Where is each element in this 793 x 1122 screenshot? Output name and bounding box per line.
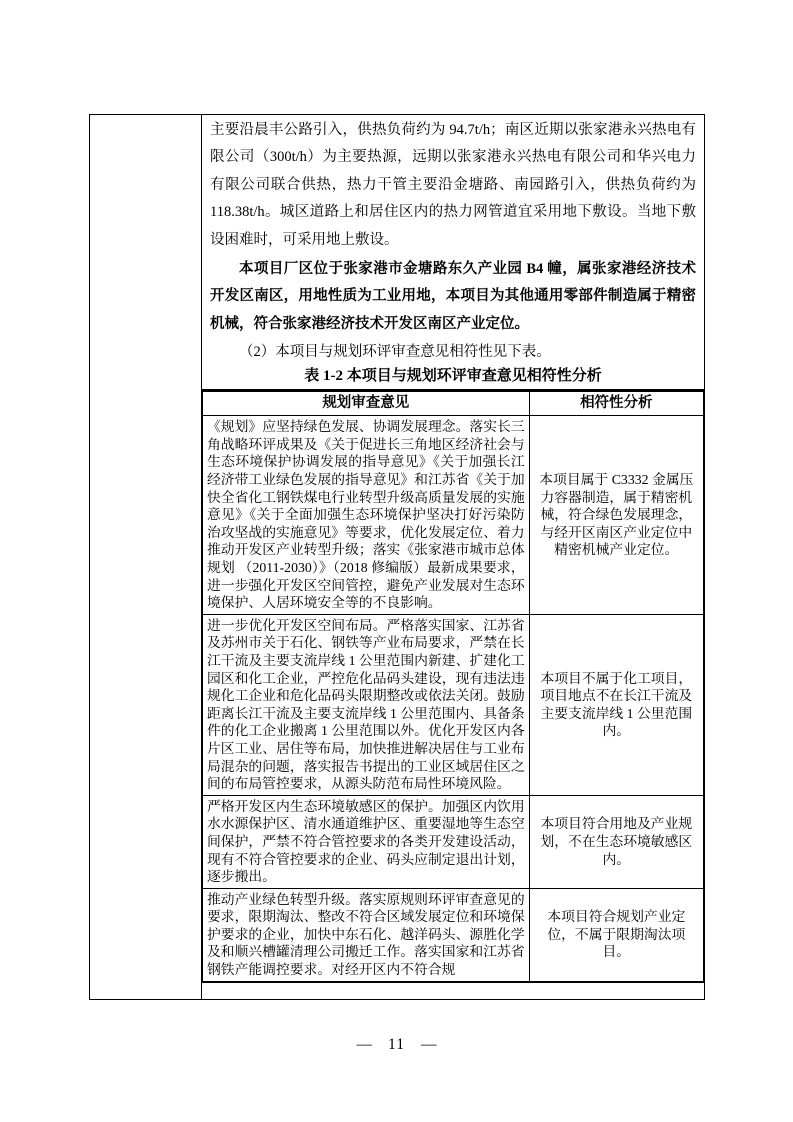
table-row [203, 416, 704, 615]
analysis-cell: 本项目属于 C3332 金属压力容器制造，属于精密机械，符合绿色发展理念，与经开区南区产业定位中精密机械产业定位。 [529, 416, 703, 615]
footer-dash-left: — [356, 1036, 373, 1053]
review-opinion-cell: 推动产业绿色转型升级。落实原规则环评审查意见的要求，限期淘汰、整改不符合区域发展定位和环境保护要求的企业，加快中东石化、越洋码头、源胜化学及和顺兴槽罐清理公司搬迁工作。落实国家和江苏省钢铁产能调控要求。对经开区内不符合规 [203, 888, 530, 981]
paragraph-table-intro: （2）本项目与规划环评审查意见相符性见下表。 [239, 344, 551, 361]
table-row [203, 614, 704, 795]
left-label-column [90, 115, 202, 999]
footer-dash-right: — [420, 1036, 437, 1053]
paragraph-heating-continuation: 主要沿晨丰公路引入，供热负荷约为 94.7t/h；南区近期以张家港永兴热电有限公司（300t/h）为主要热源，远期以张家港永兴热电有限公司和华兴电力有限公司联合供热，热力干管主要沿金塘路、南园路引入，供热负荷约为 118.38t/h。城区道路上和居住区内的热力网管道宜采用地下敷设。当地下敷设困难时，可采用地上敷设。 [210, 122, 696, 248]
review-opinion-cell: 严格开发区内生态环境敏感区的保护。加强区内饮用水水源保护区、清水通道维护区、重要湿地等生态空间保护，严禁不符合管控要求的各类开发建设活动，现有不符合管控要求的企业、码头应制定退出计划，逐步搬出。 [203, 795, 530, 888]
analysis-cell: 本项目符合规划产业定位，不属于限期淘汰项目。 [529, 888, 703, 981]
page-number: 11 [388, 1036, 405, 1053]
table-header-row [203, 391, 704, 416]
column-header-compatibility-analysis: 相符性分析 [529, 391, 703, 416]
review-opinion-cell: 进一步优化开发区空间布局。严格落实国家、江苏省及苏州市关于石化、钢铁等产业布局要求，严禁在长江干流及主要支流岸线 1 公里范围内新建、扩建化工园区和化工企业，严控危化品码头建设，现有违法违规化工企业和危化品码头限期整改或依法关闭。鼓励距离长江干流及主要支流岸线 1 公里范围内、具备条件的化工企业搬离 1 公里范围以外。优化开发区内各片区工业、居住等布局，加快推进解决居住与工业布局混杂的问题，落实报告书提出的工业区域居住区之间的布局管控要求，从源头防范布局性环境风险。 [203, 614, 530, 795]
review-opinion-cell: 《规划》应坚持绿色发展、协调发展理念。落实长三角战略环评成果及《关于促进长三角地区经济社会与生态环境保护协调发展的指导意见》《关于加强长江经济带工业绿色发展的指导意见》和江苏省《关于加快全省化工钢铁煤电行业转型升级高质量发展的实施意见》《关于全面加强生态环境保护坚决打好污染防治攻坚战的实施意见》等要求，优化发展定位、着力推动开发区产业转型升级；落实《张家港市城市总体规划 （2011-2030）》（2018 修编版）最新成果要求，进一步强化开发区空间管控，避免产业发展对生态环境保护、人居环境安全等的不良影响。 [203, 416, 530, 615]
column-header-review-opinion: 规划审查意见 [203, 391, 530, 416]
compliance-table [202, 389, 704, 982]
analysis-cell: 本项目符合用地及产业规划，不在生态环境敏感区内。 [529, 795, 703, 888]
paragraph-project-location: 本项目厂区位于张家港市金塘路东久产业园 B4 幢，属张家港经济技术开发区南区，用地性质为工业用地，本项目为其他通用零部件制造属于精密机械，符合张家港经济技术开发区南区产业定位。 [210, 261, 696, 332]
table-row [203, 795, 704, 888]
table-row [203, 888, 704, 981]
page-footer [0, 1036, 793, 1054]
content-column [202, 115, 704, 999]
document-outer-table [89, 114, 705, 1000]
table-caption: 表 1-2 本项目与规划环评审查意见相符性分析 [304, 368, 602, 385]
analysis-cell: 本项目不属于化工项目，项目地点不在长江干流及主要支流岸线 1 公里范围内。 [529, 614, 703, 795]
